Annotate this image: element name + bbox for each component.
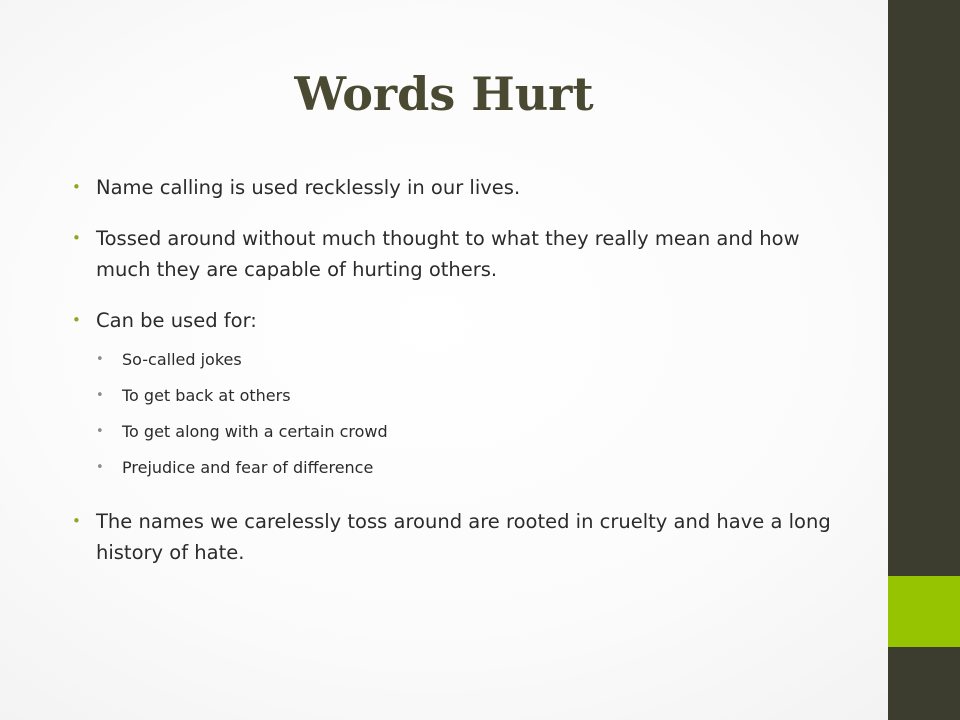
sub-bullet-text: So-called jokes [122, 350, 242, 369]
sub-bullet-icon: • [96, 352, 104, 367]
sub-bullet-icon: • [96, 424, 104, 439]
sub-bullet-item [96, 378, 852, 414]
bullet-text: Tossed around without much thought to what they really mean and how much they are capable of hurting others. [96, 227, 800, 281]
bullet-icon: • [72, 512, 81, 530]
bullet-text: Can be used for: [96, 309, 257, 332]
bullet-icon: • [72, 311, 81, 329]
sub-bullet-icon: • [96, 460, 104, 475]
sub-bullet-item [96, 342, 852, 378]
bullet-text: Name calling is used recklessly in our lives. [96, 176, 521, 199]
sub-bullet-text: To get back at others [122, 386, 291, 405]
sub-bullet-list [96, 342, 852, 486]
bullet-text: The names we carelessly toss around are rooted in cruelty and have a long history of hate. [96, 510, 831, 564]
side-accent-block [888, 576, 960, 647]
bullet-item-1 [72, 172, 852, 203]
sub-bullet-text: Prejudice and fear of difference [122, 458, 374, 477]
bullet-icon: • [72, 178, 81, 196]
slide-title: Words Hurt [294, 67, 594, 121]
sub-bullet-item [96, 414, 852, 450]
sub-bullet-item [96, 450, 852, 486]
bullet-item-2 [72, 223, 852, 285]
bullet-icon: • [72, 229, 81, 247]
bullet-list [72, 172, 852, 568]
sub-bullet-text: To get along with a certain crowd [122, 422, 388, 441]
bullet-item-4 [72, 506, 852, 568]
bullet-item-3 [72, 305, 852, 486]
sub-bullet-icon: • [96, 388, 104, 403]
